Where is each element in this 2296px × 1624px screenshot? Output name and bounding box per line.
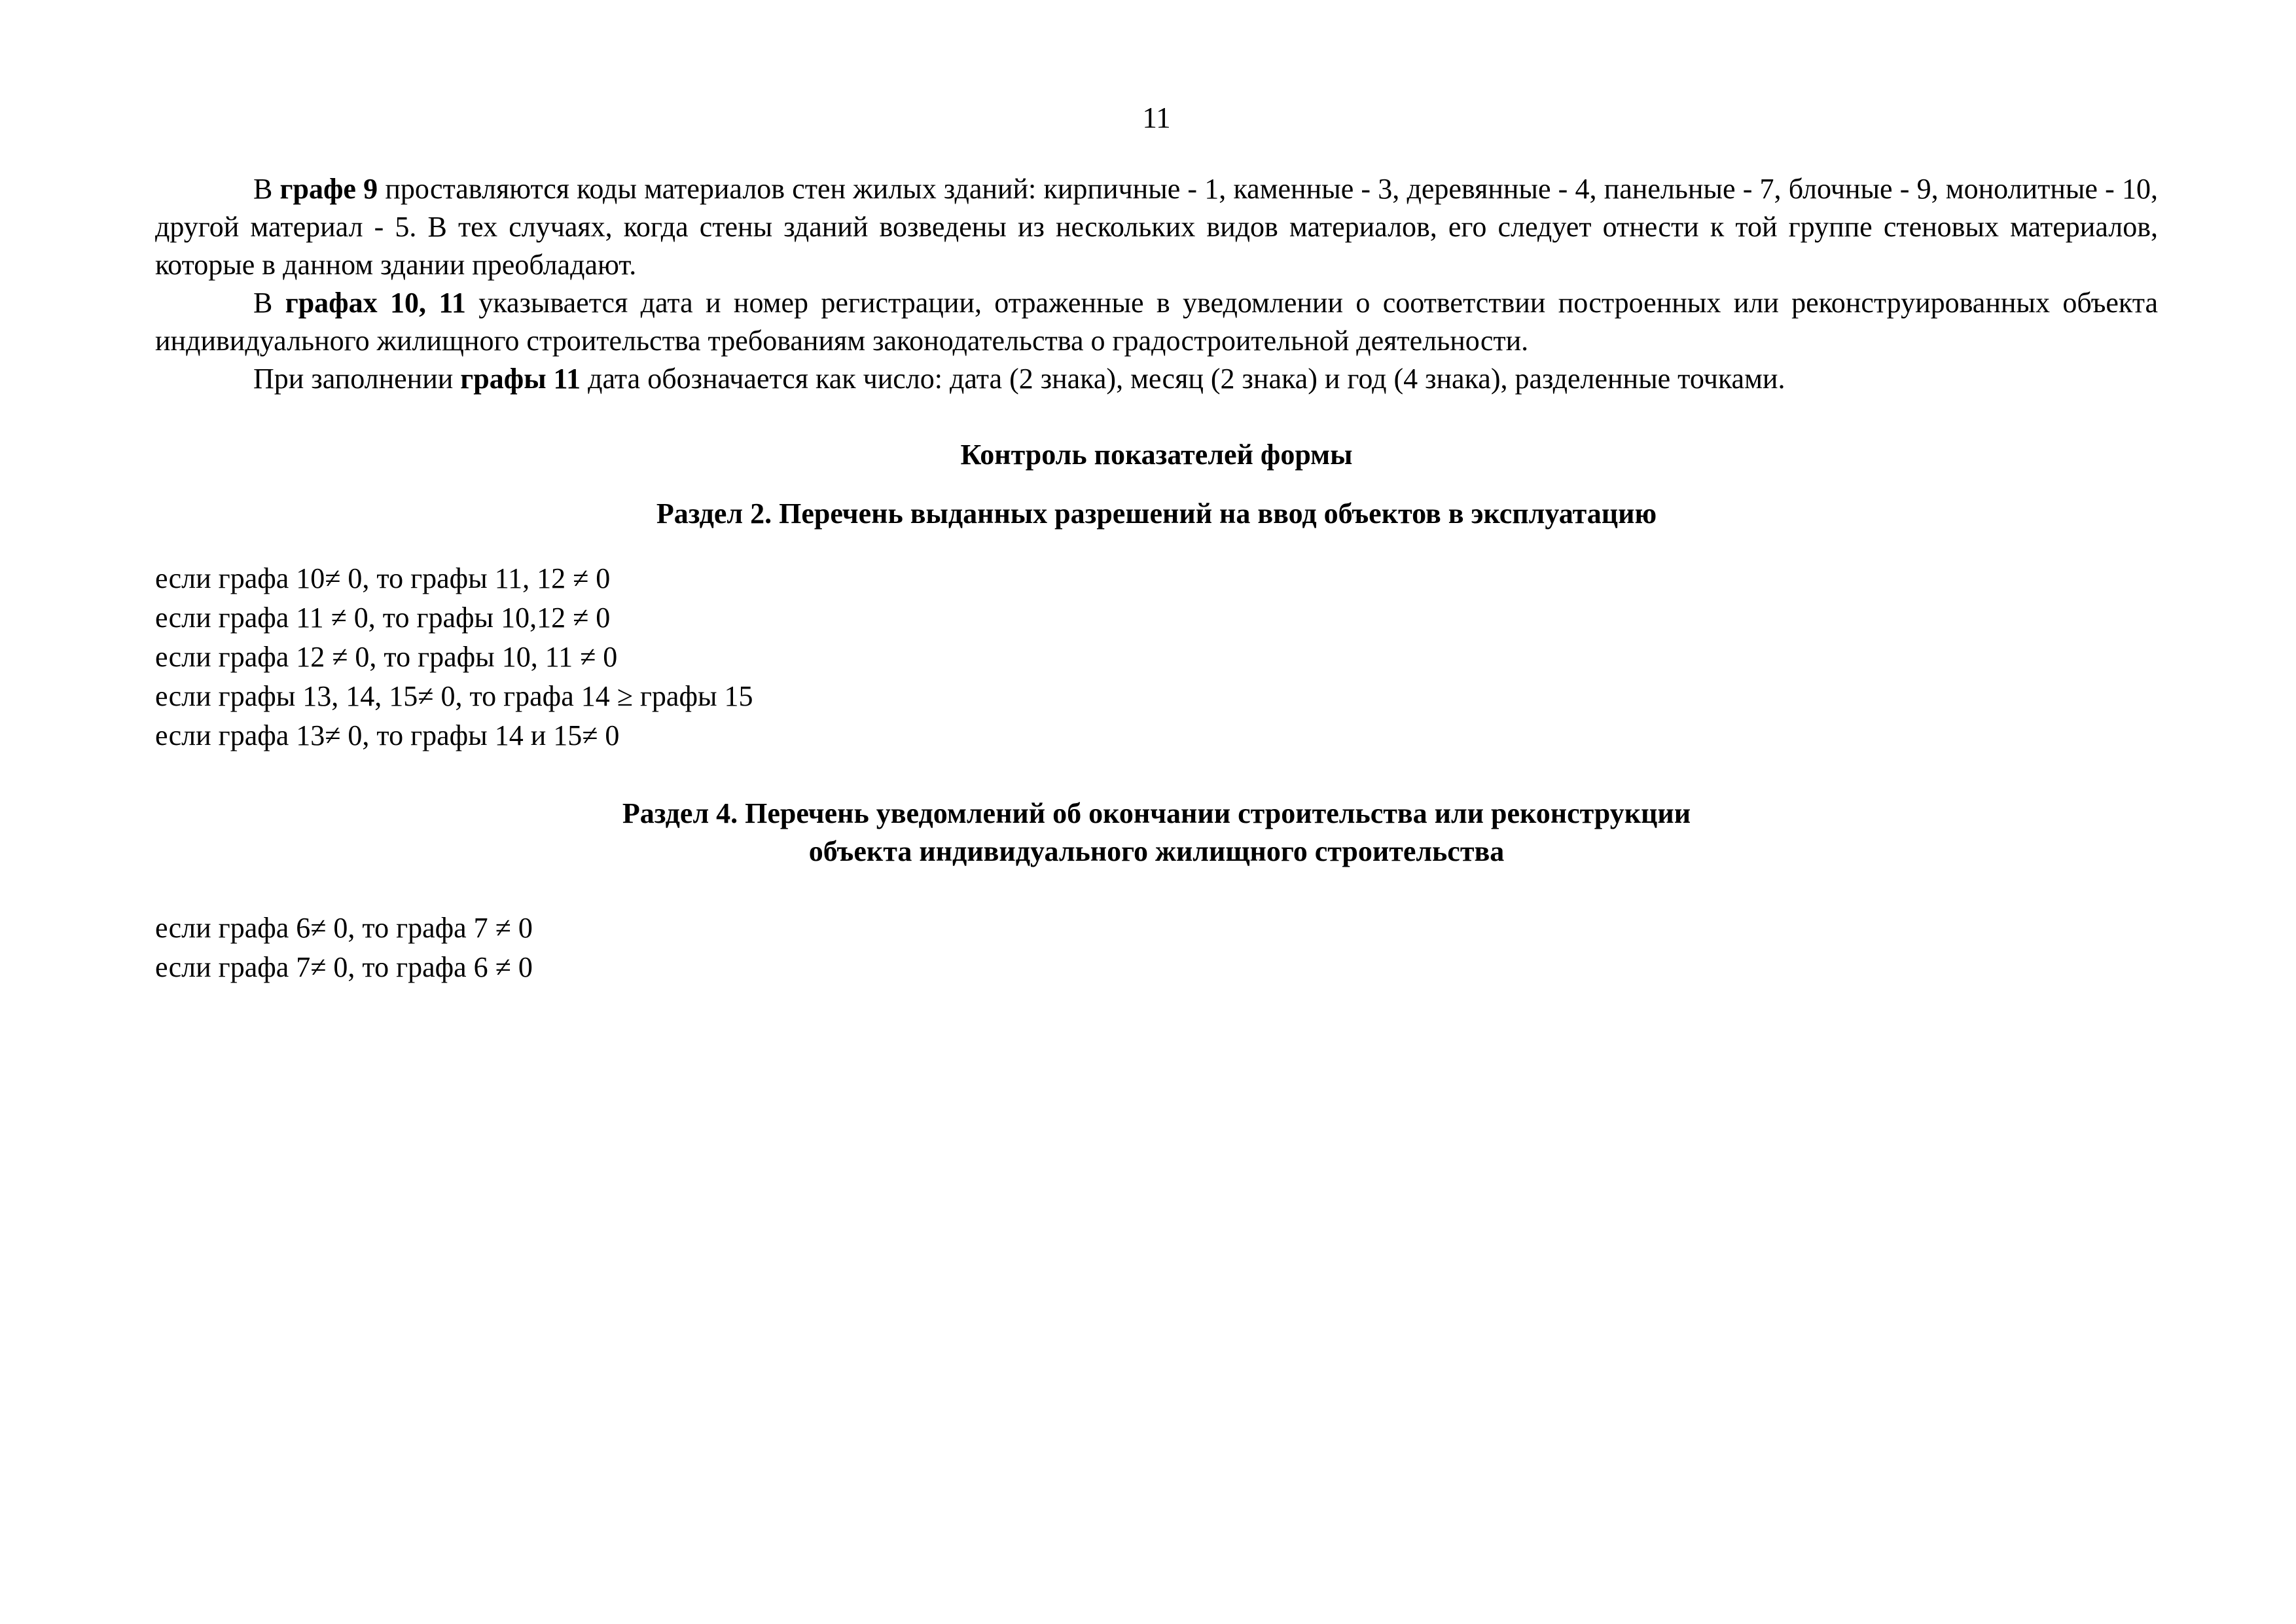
rule-item: если графа 12 ≠ 0, то графы 10, 11 ≠ 0 (155, 641, 618, 673)
paragraph-prefix: В (253, 287, 285, 319)
section-4-title (155, 795, 2158, 871)
paragraph-bold-term: графе 9 (279, 173, 378, 205)
paragraph-column-9 (155, 170, 2158, 284)
page-number: 11 (1142, 101, 1171, 134)
rule-item: если графа 10≠ 0, то графы 11, 12 ≠ 0 (155, 562, 611, 594)
paragraph-text: проставляются коды материалов стен жилых зданий: кирпичные - 1, каменные - 3, деревянные - 4, панельные - 7, блочные - 9, монолитные - 10, другой материал - 5. В тех случаях, когда стены зданий возведены из нескольких видов материалов, его следует отнести к той группе стеновых материалов, которые в данном здании преобладают. (155, 173, 2158, 281)
paragraph-text: указывается дата и номер регистрации, отраженные в уведомлении о соответствии построенных или реконструированных объекта индивидуального жилищного строительства требованиям законодательства о градостроительной деятельности. (155, 287, 2159, 357)
rule-item: если графы 13, 14, 15≠ 0, то графа 14 ≥ графы 15 (155, 680, 753, 712)
control-heading: Контроль показателей формы (960, 439, 1353, 471)
paragraph-column-11-date (155, 360, 2158, 398)
rule-item: если графа 6≠ 0, то графа 7 ≠ 0 (155, 912, 533, 944)
paragraph-bold-term: графах 10, 11 (285, 287, 466, 319)
section-4-rules (155, 909, 2158, 987)
rule-item: если графа 11 ≠ 0, то графы 10,12 ≠ 0 (155, 602, 611, 634)
document-page (155, 98, 2158, 987)
section-2-rules (155, 559, 2158, 755)
section-4-title-line-2: объекта индивидуального жилищного строительства (808, 835, 1505, 867)
paragraph-text: дата обозначается как число: дата (2 знака), месяц (2 знака) и год (4 знака), разделенные точками. (581, 363, 1785, 395)
paragraph-prefix: При заполнении (253, 363, 461, 395)
section-2-title: Раздел 2. Перечень выданных разрешений на ввод объектов в эксплуатацию (656, 497, 1657, 530)
rule-item: если графа 13≠ 0, то графы 14 и 15≠ 0 (155, 719, 620, 751)
rule-item: если графа 7≠ 0, то графа 6 ≠ 0 (155, 951, 533, 983)
section-4-title-line-1: Раздел 4. Перечень уведомлений об окончании строительства или реконструкции (622, 797, 1691, 829)
paragraph-columns-10-11 (155, 284, 2158, 360)
paragraph-prefix: В (253, 173, 280, 205)
paragraph-bold-term: графы 11 (460, 363, 581, 395)
